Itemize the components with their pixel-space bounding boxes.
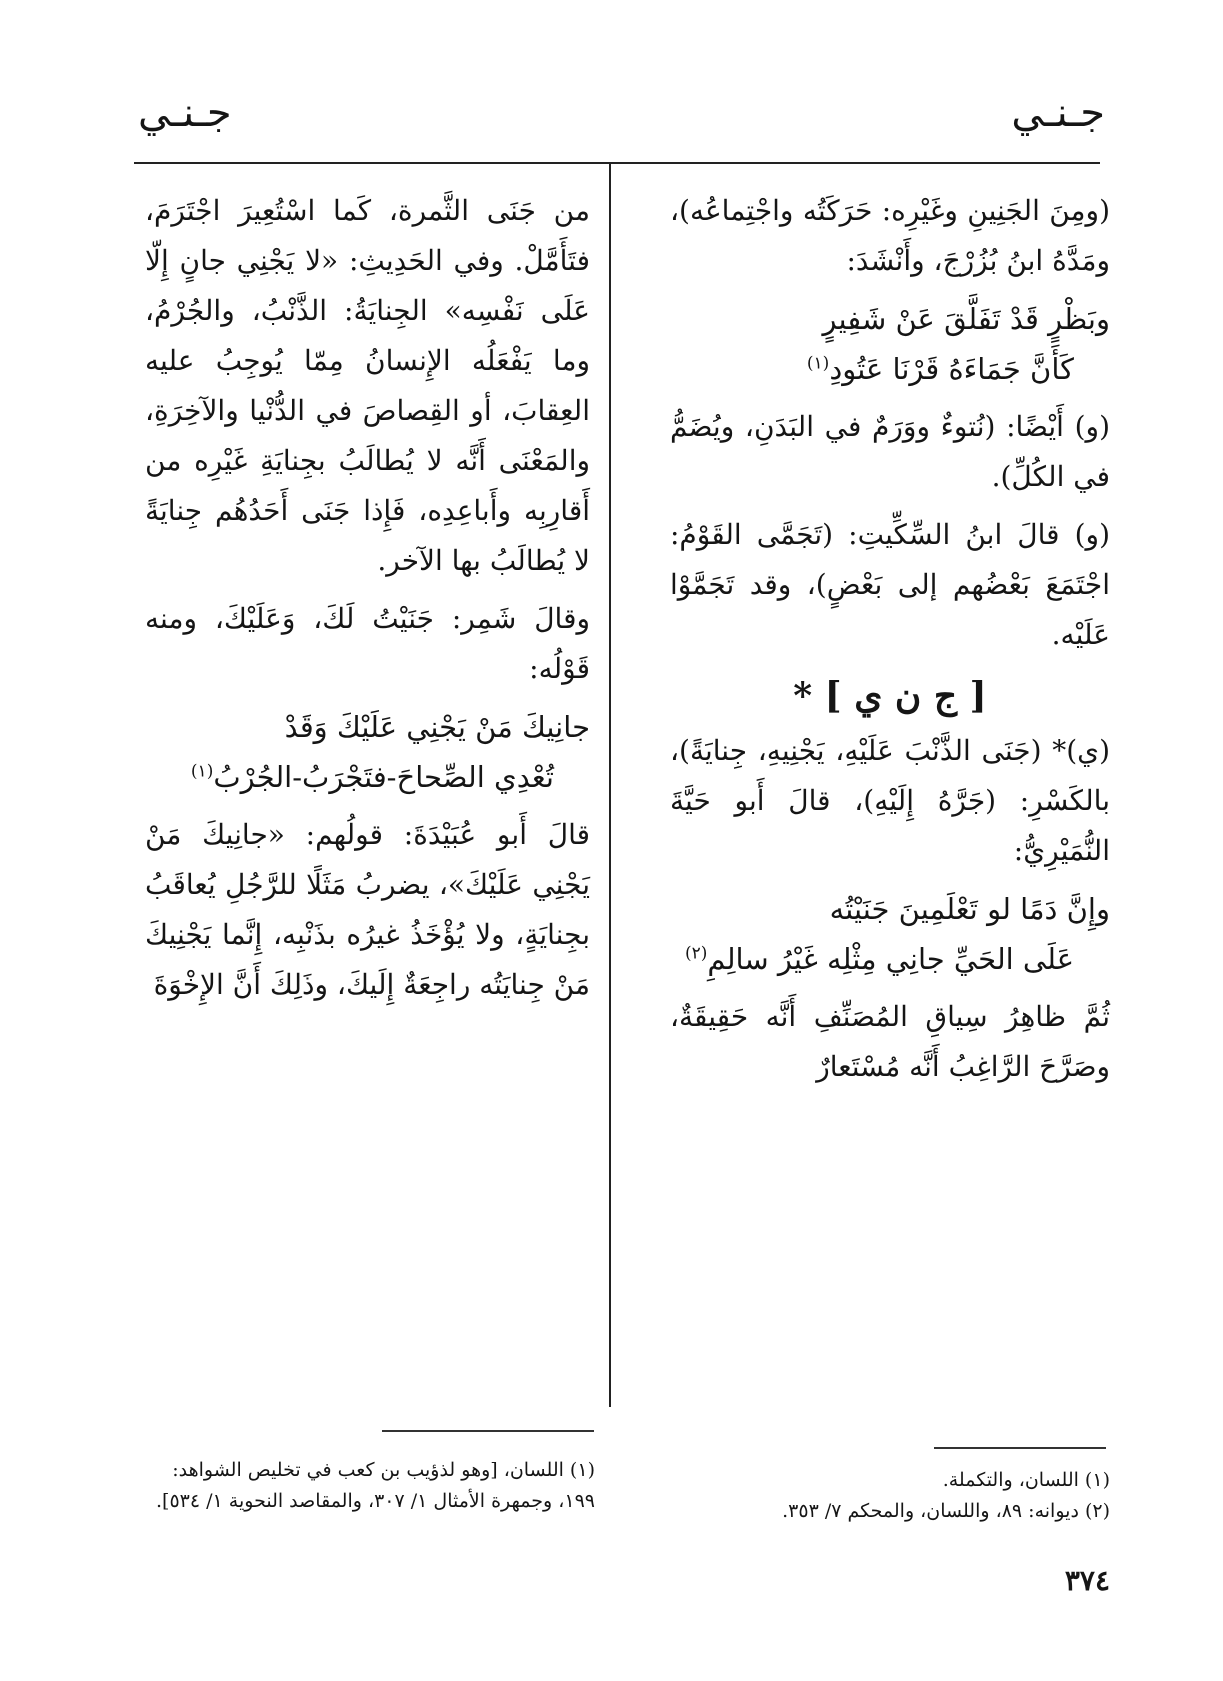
right-verse-2-line-2-text: عَلَى الحَيِّ جانِي مِثْلِه غَيْرُ سالِمِ — [707, 942, 1074, 976]
footnotes-right — [670, 1465, 1110, 1527]
left-verse-line-2-text: تُعْدِي الصِّحاحَ-فتَجْرَبُ-الجُرْبُ — [213, 760, 554, 794]
right-paragraph-2: (و) أَيْضًا: (نُتوءٌ ووَرَمٌ في البَدَنِ، ويُضَمُّ في الكُلِّ). — [670, 410, 1110, 493]
right-paragraph-1: (ومِنَ الجَنِينِ وغَيْرِه: حَرَكَتُه واجْتِماعُه)، ومَدَّهُ ابنُ بُزُرْجَ، وأَنْشَدَ: — [670, 194, 1110, 277]
right-verse-1-line-2-text: كَأَنَّ جَمَاءَهُ قَرْنَا عَتُودِ — [829, 352, 1074, 386]
left-paragraph-2: وقالَ شَمِر: جَنَيْتُ لَكَ، وَعَلَيْكَ، ومنه قَوْلُه: — [145, 602, 590, 685]
left-verse-line-2 — [145, 752, 590, 802]
right-verse-1-line-2 — [670, 344, 1110, 394]
right-paragraph-5: ثُمَّ ظاهِرُ سِياقِ المُصَنِّفِ أَنَّه حَقِيقَةٌ، وصَرَّحَ الرَّاغِبُ أَنَّه مُسْتَعارٌ — [670, 1000, 1110, 1083]
left-column — [145, 186, 590, 1010]
right-paragraph-4: (ي)* (جَنَى الذَّنْبَ عَلَيْهِ، يَجْنِيهِ، جِنايَةً)، بالكَسْرِ: (جَرَّهُ إِلَيْهِ)، قالَ أَبو حَيَّةَ النُّمَيْرِيُّ: — [670, 734, 1110, 867]
footnote-left-1: (١) اللسان، [وهو لذؤيب بن كعب في تخليص الشواهد: ١٩٩، وجمهرة الأمثال ١/ ٣٠٧، والمقاصد النحوية ١/ ٥٣٤]. — [156, 1459, 595, 1512]
left-verse — [145, 702, 590, 802]
right-column — [670, 186, 1110, 1092]
entry-heading: [ ج ن ي ] * — [793, 675, 987, 717]
footnote-right-2: (٢) ديوانه: ٨٩، واللسان، والمحكم ٧/ ٣٥٣. — [782, 1500, 1110, 1522]
footnote-right-1: (١) اللسان، والتكملة. — [942, 1469, 1110, 1491]
running-header-left: جـنـي — [138, 90, 232, 136]
running-header-right: جـنـي — [1011, 90, 1105, 136]
footnote-marker: (٢) — [685, 943, 708, 964]
right-paragraph-3: (و) قالَ ابنُ السِّكِّيتِ: (تَجَمَّى القَوْمُ: اجْتَمَعَ بَعْضُهم إلى بَعْضٍ)، وقد تَجَمَّوْا عَلَيْه. — [670, 518, 1110, 651]
footnote-rule-right — [934, 1447, 1106, 1449]
left-paragraph-1: من جَنَى الثَّمرة، كَما اسْتُعِيرَ اجْتَرَمَ، فتَأَمَّلْ. وفي الحَدِيثِ: «لا يَجْنِي جانٍ إِلّا عَلَى نَفْسِه» الجِنايَةُ: الذَّنْبُ، والجُرْمُ، وما يَفْعَلُه الإِنسانُ مِمّا يُوجِبُ عليه العِقابَ، أو القِصاصَ في الدُّنْيا والآخِرَةِ، والمَعْنَى أَنَّه لا يُطالَبُ بجِنايَةِ غَيْرِه من أَقارِبِه وأَباعِدِه، فَإِذا جَنَى أَحَدُهُم جِنايَةً لا يُطالَبُ بها الآخر. — [145, 194, 590, 577]
right-verse-1 — [670, 294, 1110, 394]
right-verse-2 — [670, 884, 1110, 984]
header-rule — [134, 162, 1100, 164]
right-verse-2-line-2 — [670, 934, 1110, 984]
left-verse-line-1: جانِيكَ مَنْ يَجْنِي عَلَيْكَ وَقَدْ — [284, 710, 590, 744]
footnote-rule-left — [382, 1430, 594, 1432]
left-paragraph-3: قالَ أَبو عُبَيْدَةَ: قولُهم: «جانِيكَ مَنْ يَجْنِي عَلَيْكَ»، يضربُ مَثَلًا للرَّجُلِ يُعاقَبُ بجِنايَةٍ، ولا يُؤْخَذُ غيرُه بذَنْبِه، إِنَّما يَجْنِيكَ مَنْ جِنايَتُه راجِعَةٌ إِلَيكَ، وذَلِكَ أَنَّ الإِخْوَةَ — [145, 818, 590, 1001]
right-verse-1-line-1: وبَظْرٍ قَدْ تَفَلَّقَ عَنْ شَفِيرٍ — [822, 302, 1110, 336]
right-verse-2-line-1: وإِنَّ دَمًا لو تَعْلَمِينَ جَنَيْتُه — [829, 892, 1110, 926]
page-number: ٣٧٤ — [1064, 1564, 1110, 1597]
footnote-marker: (١) — [806, 353, 830, 374]
footnotes-left — [140, 1455, 595, 1517]
footnote-marker: (١) — [190, 761, 214, 782]
column-divider — [609, 162, 611, 1407]
